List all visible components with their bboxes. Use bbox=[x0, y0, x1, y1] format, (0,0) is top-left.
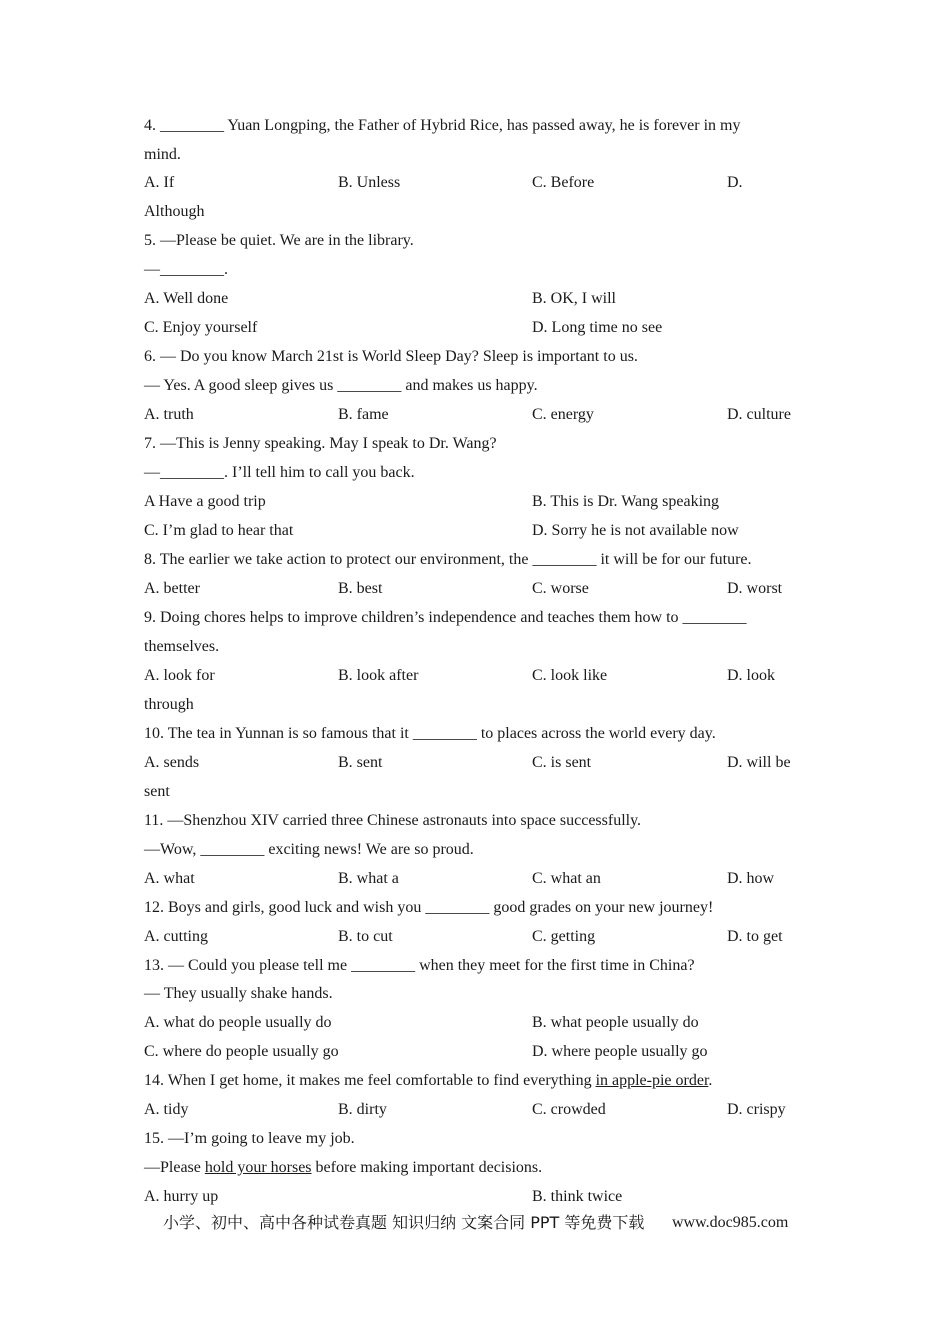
q14-option-d: D. crispy bbox=[727, 1101, 786, 1118]
q9-option-a: A. look for bbox=[144, 667, 215, 684]
question-6-stem: 6. — Do you know March 21st is World Sleep Day? Sleep is important to us. bbox=[144, 348, 638, 365]
q8-option-c: C. worse bbox=[532, 580, 589, 597]
q13-option-d: D. where people usually go bbox=[532, 1043, 708, 1060]
q8-option-d: D. worst bbox=[727, 580, 783, 597]
q8-option-a: A. better bbox=[144, 580, 200, 597]
question-13-reply: — They usually shake hands. bbox=[144, 985, 333, 1002]
q9-option-b: B. look after bbox=[338, 667, 419, 684]
q10-option-d: D. will be bbox=[727, 754, 791, 771]
question-13-stem: 13. — Could you please tell me ________ when they meet for the first time in China? bbox=[144, 957, 695, 974]
q13-option-b: B. what people usually do bbox=[532, 1014, 699, 1031]
q15-reply-text: —Please bbox=[144, 1159, 205, 1176]
q7-option-a: A Have a good trip bbox=[144, 493, 266, 510]
q6-option-b: B. fame bbox=[338, 406, 389, 423]
question-9-stem: 9. Doing chores helps to improve children’s independence and teaches them how to ________ bbox=[144, 609, 747, 626]
q4-option-a: A. If bbox=[144, 174, 175, 191]
q11-option-d: D. how bbox=[727, 870, 775, 887]
question-6-reply: — Yes. A good sleep gives us ________ and makes us happy. bbox=[144, 377, 538, 394]
q5-option-d: D. Long time no see bbox=[532, 319, 663, 336]
question-11-stem: 11. —Shenzhou XIV carried three Chinese astronauts into space successfully. bbox=[144, 812, 642, 829]
question-10-stem: 10. The tea in Yunnan is so famous that it ________ to places across the world every day. bbox=[144, 725, 716, 742]
q5-option-c: C. Enjoy yourself bbox=[144, 319, 258, 336]
q14-underlined-phrase: in apple-pie order bbox=[595, 1072, 709, 1089]
footer-text: 小学、初中、高中各种试卷真题 知识归纳 文案合同 PPT 等免费下载 bbox=[163, 1213, 645, 1232]
q7-option-b: B. This is Dr. Wang speaking bbox=[532, 493, 720, 510]
q10-option-c: C. is sent bbox=[532, 754, 592, 771]
question-11-reply: —Wow, ________ exciting news! We are so proud. bbox=[144, 841, 474, 858]
q7-option-c: C. I’m glad to hear that bbox=[144, 522, 294, 539]
q9-option-d: D. look bbox=[727, 667, 775, 684]
question-7-stem: 7. —This is Jenny speaking. May I speak to Dr. Wang? bbox=[144, 435, 497, 452]
footer-website: www.doc985.com bbox=[672, 1214, 789, 1231]
question-4-stem-cont: mind. bbox=[144, 146, 181, 163]
q4-option-d-cont: Although bbox=[144, 203, 205, 220]
q14-stem-text: 14. When I get home, it makes me feel comfortable to find everything bbox=[144, 1072, 596, 1089]
question-9-stem-cont: themselves. bbox=[144, 638, 220, 655]
q14-stem-end: . bbox=[708, 1072, 713, 1089]
question-5-stem: 5. —Please be quiet. We are in the library. bbox=[144, 232, 414, 249]
q14-option-b: B. dirty bbox=[338, 1101, 387, 1118]
q8-option-b: B. best bbox=[338, 580, 383, 597]
q14-option-a: A. tidy bbox=[144, 1101, 189, 1118]
q12-option-d: D. to get bbox=[727, 928, 783, 945]
q7-option-d: D. Sorry he is not available now bbox=[532, 522, 739, 539]
q15-reply-end: before making important decisions. bbox=[311, 1159, 543, 1176]
question-5-reply: —________. bbox=[144, 261, 228, 278]
q4-option-b: B. Unless bbox=[338, 174, 401, 191]
page-footer bbox=[163, 1213, 789, 1233]
question-8-stem: 8. The earlier we take action to protect our environment, the ________ it will be for our future. bbox=[144, 551, 752, 568]
q5-option-a: A. Well done bbox=[144, 290, 229, 307]
q12-option-c: C. getting bbox=[532, 928, 596, 945]
q12-option-a: A. cutting bbox=[144, 928, 208, 945]
q10-option-a: A. sends bbox=[144, 754, 200, 771]
q13-option-c: C. where do people usually go bbox=[144, 1043, 339, 1060]
q12-option-b: B. to cut bbox=[338, 928, 393, 945]
q9-option-d-cont: through bbox=[144, 696, 194, 713]
question-7-reply: —________. I’ll tell him to call you back. bbox=[144, 464, 415, 481]
q15-option-a: A. hurry up bbox=[144, 1188, 219, 1205]
q13-option-a: A. what do people usually do bbox=[144, 1014, 332, 1031]
question-12-stem: 12. Boys and girls, good luck and wish you ________ good grades on your new journey! bbox=[144, 899, 714, 916]
q5-option-b: B. OK, I will bbox=[532, 290, 616, 307]
q11-option-c: C. what an bbox=[532, 870, 601, 887]
q15-option-b: B. think twice bbox=[532, 1188, 623, 1205]
q4-option-d: D. bbox=[727, 174, 743, 191]
question-4-stem: 4. ________ Yuan Longping, the Father of Hybrid Rice, has passed away, he is forever in my bbox=[144, 117, 741, 134]
question-15-stem: 15. —I’m going to leave my job. bbox=[144, 1130, 355, 1147]
q6-option-a: A. truth bbox=[144, 406, 194, 423]
question-15-reply bbox=[144, 1158, 542, 1178]
q4-option-c: C. Before bbox=[532, 174, 595, 191]
q6-option-c: C. energy bbox=[532, 406, 594, 423]
q14-option-c: C. crowded bbox=[532, 1101, 606, 1118]
q10-option-d-cont: sent bbox=[144, 783, 170, 800]
q9-option-c: C. look like bbox=[532, 667, 608, 684]
q6-option-d: D. culture bbox=[727, 406, 791, 423]
q11-option-b: B. what a bbox=[338, 870, 399, 887]
q15-underlined-phrase: hold your horses bbox=[204, 1159, 312, 1176]
question-14-stem bbox=[144, 1071, 712, 1091]
q10-option-b: B. sent bbox=[338, 754, 383, 771]
q11-option-a: A. what bbox=[144, 870, 195, 887]
